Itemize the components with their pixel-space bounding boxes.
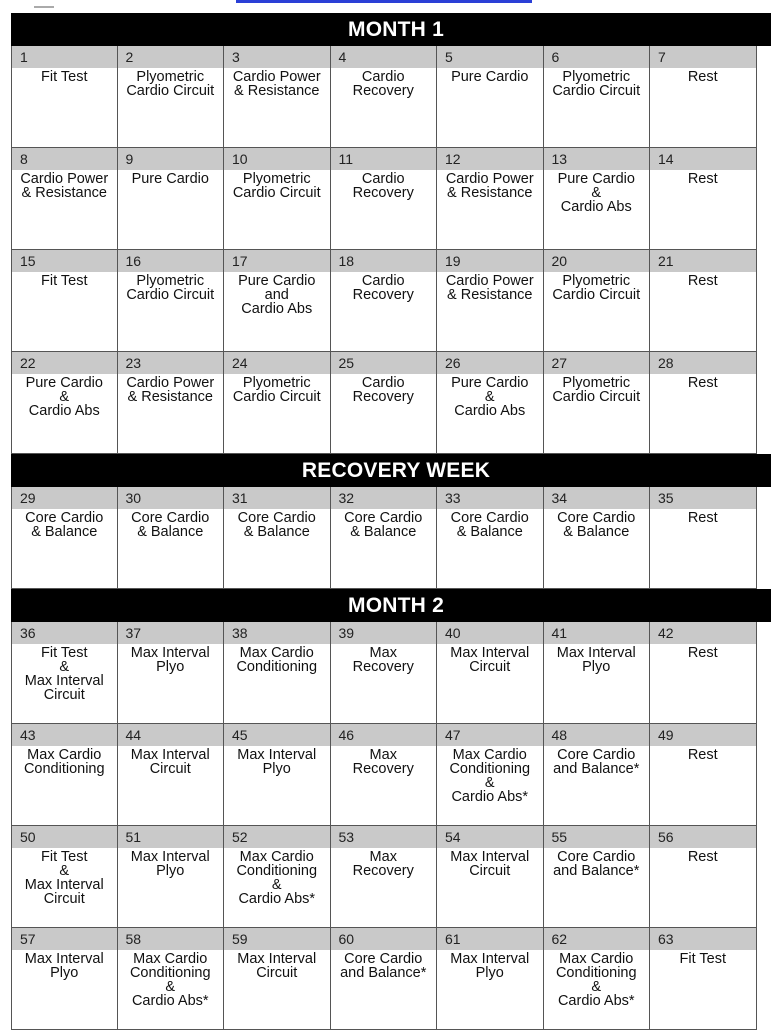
day-cell <box>437 250 544 352</box>
day-cell <box>650 622 757 724</box>
day-cell <box>331 46 438 148</box>
workout-label: Max Interval Plyo <box>130 849 210 879</box>
day-cell <box>544 928 651 1030</box>
day-number: 62 <box>544 928 650 950</box>
day-number: 50 <box>12 826 117 848</box>
day-number: 16 <box>118 250 224 272</box>
section-banner: MONTH 2 <box>11 589 771 622</box>
day-number: 28 <box>650 352 756 374</box>
day-cell <box>544 250 651 352</box>
day-cell <box>118 826 225 928</box>
day-number: 48 <box>544 724 650 746</box>
workout-label: Max Cardio Conditioning & Cardio Abs* <box>555 951 637 1009</box>
day-cell <box>650 148 757 250</box>
workout-label: Pure Cardio <box>451 69 529 85</box>
workout-label: Cardio Power & Resistance <box>232 69 321 99</box>
day-number: 40 <box>437 622 543 644</box>
day-cell <box>544 148 651 250</box>
day-number: 9 <box>118 148 224 170</box>
day-number: 37 <box>118 622 224 644</box>
workout-label: Pure Cardio <box>131 171 209 187</box>
day-cell <box>437 46 544 148</box>
week-row <box>11 928 771 1030</box>
day-cell <box>650 250 757 352</box>
day-number: 35 <box>650 487 756 509</box>
workout-label: Plyometric Cardio Circuit <box>552 273 641 303</box>
day-number: 24 <box>224 352 330 374</box>
workout-label: Core Cardio and Balance* <box>553 747 640 777</box>
top-decoration <box>34 6 54 8</box>
workout-calendar <box>11 13 771 1030</box>
day-number: 42 <box>650 622 756 644</box>
day-number: 27 <box>544 352 650 374</box>
workout-label: Plyometric Cardio Circuit <box>552 69 641 99</box>
week-row <box>11 46 771 148</box>
day-cell <box>118 46 225 148</box>
day-cell <box>224 826 331 928</box>
workout-label: Core Cardio & Balance <box>237 510 316 540</box>
workout-label: Rest <box>687 510 718 526</box>
day-cell <box>224 352 331 454</box>
workout-label: Max Interval Plyo <box>556 645 636 675</box>
workout-label: Core Cardio & Balance <box>557 510 636 540</box>
day-number: 17 <box>224 250 330 272</box>
day-number: 60 <box>331 928 437 950</box>
day-number: 31 <box>224 487 330 509</box>
calendar-section <box>11 454 771 589</box>
day-number: 13 <box>544 148 650 170</box>
workout-label: Cardio Power & Resistance <box>126 375 215 405</box>
day-cell <box>331 724 438 826</box>
workout-label: Cardio Power & Resistance <box>445 273 534 303</box>
workout-label: Fit Test & Max Interval Circuit <box>24 645 104 703</box>
day-cell <box>331 487 438 589</box>
day-number: 57 <box>12 928 117 950</box>
section-banner: RECOVERY WEEK <box>11 454 771 487</box>
day-cell <box>224 724 331 826</box>
day-number: 5 <box>437 46 543 68</box>
workout-label: Fit Test <box>41 273 88 289</box>
workout-label: Rest <box>687 273 718 289</box>
day-cell <box>437 622 544 724</box>
day-number: 25 <box>331 352 437 374</box>
day-cell <box>118 352 225 454</box>
workout-label: Max Interval Circuit <box>237 951 317 981</box>
workout-label: Max Interval Circuit <box>450 849 530 879</box>
workout-label: Cardio Power & Resistance <box>445 171 534 201</box>
day-number: 7 <box>650 46 756 68</box>
day-number: 41 <box>544 622 650 644</box>
workout-label: Rest <box>687 747 718 763</box>
day-cell <box>650 928 757 1030</box>
day-cell <box>544 826 651 928</box>
day-cell <box>544 724 651 826</box>
workout-label: Core Cardio & Balance <box>25 510 104 540</box>
day-cell <box>11 46 118 148</box>
workout-label: Plyometric Cardio Circuit <box>232 171 321 201</box>
workout-label: Fit Test & Max Interval Circuit <box>24 849 104 907</box>
day-number: 53 <box>331 826 437 848</box>
day-cell <box>331 250 438 352</box>
day-number: 43 <box>12 724 117 746</box>
workout-label: Rest <box>687 69 718 85</box>
day-cell <box>11 352 118 454</box>
day-cell <box>650 724 757 826</box>
workout-label: Core Cardio & Balance <box>344 510 423 540</box>
day-cell <box>11 928 118 1030</box>
day-number: 12 <box>437 148 543 170</box>
workout-label: Max Interval Plyo <box>24 951 104 981</box>
day-cell <box>11 826 118 928</box>
day-number: 36 <box>12 622 117 644</box>
workout-label: Cardio Recovery <box>352 171 414 201</box>
workout-label: Core Cardio and Balance* <box>553 849 640 879</box>
day-cell <box>544 622 651 724</box>
workout-label: Max Interval Circuit <box>130 747 210 777</box>
section-banner: MONTH 1 <box>11 13 771 46</box>
workout-label: Cardio Power & Resistance <box>20 171 109 201</box>
top-accent-line <box>236 0 532 3</box>
day-cell <box>11 622 118 724</box>
day-number: 63 <box>650 928 756 950</box>
workout-label: Rest <box>687 171 718 187</box>
workout-label: Cardio Recovery <box>352 69 414 99</box>
day-cell <box>224 46 331 148</box>
day-cell <box>118 148 225 250</box>
day-cell <box>544 487 651 589</box>
day-number: 45 <box>224 724 330 746</box>
day-number: 4 <box>331 46 437 68</box>
day-cell <box>118 250 225 352</box>
workout-label: Pure Cardio & Cardio Abs <box>451 375 529 419</box>
day-cell <box>224 622 331 724</box>
day-number: 2 <box>118 46 224 68</box>
day-cell <box>331 928 438 1030</box>
workout-label: Max Cardio Conditioning & Cardio Abs* <box>449 747 531 805</box>
day-number: 3 <box>224 46 330 68</box>
day-cell <box>437 148 544 250</box>
workout-label: Max Cardio Conditioning <box>236 645 318 675</box>
day-number: 1 <box>12 46 117 68</box>
day-number: 30 <box>118 487 224 509</box>
workout-label: Max Interval Plyo <box>237 747 317 777</box>
workout-label: Max Interval Plyo <box>130 645 210 675</box>
day-number: 8 <box>12 148 117 170</box>
workout-label: Rest <box>687 849 718 865</box>
day-cell <box>544 352 651 454</box>
day-number: 59 <box>224 928 330 950</box>
week-row <box>11 724 771 826</box>
day-cell <box>650 352 757 454</box>
workout-label: Pure Cardio & Cardio Abs <box>557 171 635 215</box>
day-number: 47 <box>437 724 543 746</box>
day-number: 39 <box>331 622 437 644</box>
week-row <box>11 352 771 454</box>
workout-label: Cardio Recovery <box>352 273 414 303</box>
day-number: 15 <box>12 250 117 272</box>
day-cell <box>118 622 225 724</box>
day-number: 49 <box>650 724 756 746</box>
workout-label: Plyometric Cardio Circuit <box>552 375 641 405</box>
day-number: 18 <box>331 250 437 272</box>
day-number: 23 <box>118 352 224 374</box>
workout-label: Max Cardio Conditioning & Cardio Abs* <box>236 849 318 907</box>
day-cell <box>650 826 757 928</box>
week-row <box>11 622 771 724</box>
workout-label: Plyometric Cardio Circuit <box>126 273 215 303</box>
day-cell <box>437 826 544 928</box>
day-number: 58 <box>118 928 224 950</box>
day-number: 21 <box>650 250 756 272</box>
day-number: 38 <box>224 622 330 644</box>
calendar-section <box>11 13 771 454</box>
day-number: 46 <box>331 724 437 746</box>
workout-label: Plyometric Cardio Circuit <box>232 375 321 405</box>
workout-label: Max Interval Circuit <box>450 645 530 675</box>
workout-label: Rest <box>687 645 718 661</box>
workout-label: Max Cardio Conditioning & Cardio Abs* <box>129 951 211 1009</box>
workout-label: Pure Cardio and Cardio Abs <box>238 273 316 317</box>
day-cell <box>118 487 225 589</box>
week-row <box>11 250 771 352</box>
day-cell <box>11 148 118 250</box>
day-cell <box>118 928 225 1030</box>
workout-label: Core Cardio & Balance <box>450 510 529 540</box>
workout-label: Cardio Recovery <box>352 375 414 405</box>
day-cell <box>437 928 544 1030</box>
workout-label: Fit Test <box>679 951 726 967</box>
day-cell <box>224 148 331 250</box>
day-cell <box>224 250 331 352</box>
workout-label: Max Cardio Conditioning <box>23 747 105 777</box>
day-number: 55 <box>544 826 650 848</box>
day-cell <box>437 487 544 589</box>
day-cell <box>650 487 757 589</box>
day-number: 11 <box>331 148 437 170</box>
calendar-section <box>11 589 771 1030</box>
week-row <box>11 487 771 589</box>
week-row <box>11 826 771 928</box>
workout-label: Core Cardio and Balance* <box>340 951 427 981</box>
day-number: 10 <box>224 148 330 170</box>
day-cell <box>224 928 331 1030</box>
workout-label: Plyometric Cardio Circuit <box>126 69 215 99</box>
day-number: 54 <box>437 826 543 848</box>
day-number: 33 <box>437 487 543 509</box>
day-number: 56 <box>650 826 756 848</box>
day-number: 19 <box>437 250 543 272</box>
day-number: 6 <box>544 46 650 68</box>
day-cell <box>11 250 118 352</box>
workout-label: Core Cardio & Balance <box>131 510 210 540</box>
day-number: 51 <box>118 826 224 848</box>
day-number: 26 <box>437 352 543 374</box>
workout-label: Max Interval Plyo <box>450 951 530 981</box>
day-cell <box>331 826 438 928</box>
day-cell <box>224 487 331 589</box>
week-row <box>11 148 771 250</box>
day-cell <box>437 724 544 826</box>
day-number: 34 <box>544 487 650 509</box>
day-cell <box>331 352 438 454</box>
workout-label: Fit Test <box>41 69 88 85</box>
day-number: 14 <box>650 148 756 170</box>
workout-label: Max Recovery <box>352 747 414 777</box>
day-cell <box>544 46 651 148</box>
day-number: 32 <box>331 487 437 509</box>
day-number: 44 <box>118 724 224 746</box>
day-cell <box>650 46 757 148</box>
workout-label: Max Recovery <box>352 645 414 675</box>
day-cell <box>11 724 118 826</box>
day-number: 22 <box>12 352 117 374</box>
day-cell <box>437 352 544 454</box>
day-cell <box>11 487 118 589</box>
day-cell <box>118 724 225 826</box>
day-number: 20 <box>544 250 650 272</box>
day-cell <box>331 622 438 724</box>
day-cell <box>331 148 438 250</box>
workout-label: Rest <box>687 375 718 391</box>
workout-label: Pure Cardio & Cardio Abs <box>25 375 103 419</box>
day-number: 52 <box>224 826 330 848</box>
workout-label: Max Recovery <box>352 849 414 879</box>
day-number: 61 <box>437 928 543 950</box>
day-number: 29 <box>12 487 117 509</box>
